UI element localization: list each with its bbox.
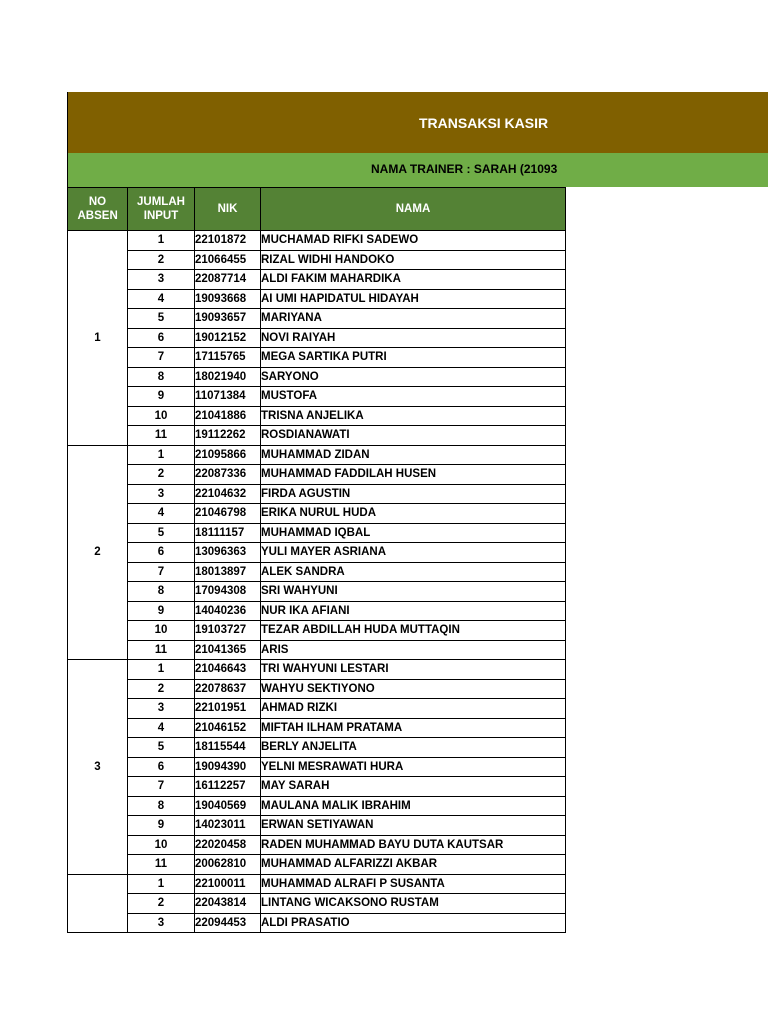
- nama-cell: RIZAL WIDHI HANDOKO: [261, 250, 566, 270]
- jumlah-input-cell: 7: [128, 348, 195, 368]
- nik-cell: 21046643: [195, 660, 261, 680]
- jumlah-input-cell: 3: [128, 484, 195, 504]
- nik-cell: 19093657: [195, 309, 261, 329]
- jumlah-input-cell: 11: [128, 640, 195, 660]
- table-row: [68, 757, 566, 777]
- nik-cell: 13096363: [195, 543, 261, 563]
- table-row: [68, 679, 566, 699]
- nik-cell: 19112262: [195, 426, 261, 446]
- table-row: [68, 562, 566, 582]
- nama-cell: ERWAN SETIYAWAN: [261, 816, 566, 836]
- table-row: [68, 913, 566, 933]
- table-row: [68, 387, 566, 407]
- nik-cell: 16112257: [195, 777, 261, 797]
- table-row: [68, 348, 566, 368]
- jumlah-input-cell: 3: [128, 913, 195, 933]
- nik-cell: 21046798: [195, 504, 261, 524]
- table-row: [68, 699, 566, 719]
- table-row: [68, 426, 566, 446]
- nama-cell: YULI MAYER ASRIANA: [261, 543, 566, 563]
- jumlah-input-cell: 11: [128, 855, 195, 875]
- left-border: [67, 92, 68, 187]
- table-row: [68, 523, 566, 543]
- jumlah-input-cell: 11: [128, 426, 195, 446]
- nama-cell: SARYONO: [261, 367, 566, 387]
- nik-cell: 21046152: [195, 718, 261, 738]
- nama-cell: AI UMI HAPIDATUL HIDAYAH: [261, 289, 566, 309]
- trainer-name: NAMA TRAINER : SARAH (21093: [371, 162, 558, 176]
- nik-cell: 22043814: [195, 894, 261, 914]
- table-row: [68, 328, 566, 348]
- table-row: [68, 504, 566, 524]
- nik-cell: 22020458: [195, 835, 261, 855]
- absen-group-cell: 2: [68, 445, 128, 660]
- table-row: [68, 874, 566, 894]
- jumlah-input-cell: 9: [128, 387, 195, 407]
- title-banner: [67, 92, 768, 153]
- nama-cell: MAULANA MALIK IBRAHIM: [261, 796, 566, 816]
- table-row: [68, 484, 566, 504]
- nama-cell: ROSDIANAWATI: [261, 426, 566, 446]
- nama-cell: MUHAMMAD ALFARIZZI AKBAR: [261, 855, 566, 875]
- table-row: [68, 309, 566, 329]
- nama-cell: BERLY ANJELITA: [261, 738, 566, 758]
- nik-cell: 22087336: [195, 465, 261, 485]
- nama-cell: WAHYU SEKTIYONO: [261, 679, 566, 699]
- table-row: [68, 660, 566, 680]
- table-row: [68, 621, 566, 641]
- table-row: [68, 250, 566, 270]
- jumlah-input-cell: 5: [128, 309, 195, 329]
- jumlah-input-cell: 7: [128, 777, 195, 797]
- jumlah-input-cell: 6: [128, 328, 195, 348]
- absen-group-cell: 1: [68, 231, 128, 446]
- col-header-no-absen: NO ABSEN: [68, 188, 128, 231]
- nama-cell: MUSTOFA: [261, 387, 566, 407]
- nama-cell: MUHAMMAD ZIDAN: [261, 445, 566, 465]
- nik-cell: 19012152: [195, 328, 261, 348]
- table-row: [68, 835, 566, 855]
- jumlah-input-cell: 1: [128, 660, 195, 680]
- table-row: [68, 406, 566, 426]
- jumlah-input-cell: 1: [128, 445, 195, 465]
- jumlah-input-cell: 4: [128, 504, 195, 524]
- nama-cell: ALDI FAKIM MAHARDIKA: [261, 270, 566, 290]
- nama-cell: MUHAMMAD ALRAFI P SUSANTA: [261, 874, 566, 894]
- nama-cell: TEZAR ABDILLAH HUDA MUTTAQIN: [261, 621, 566, 641]
- table-row: [68, 465, 566, 485]
- table-header-row: [68, 188, 566, 231]
- jumlah-input-cell: 4: [128, 718, 195, 738]
- attendance-table: [67, 187, 566, 933]
- table-row: [68, 894, 566, 914]
- col-header-nik: NIK: [195, 188, 261, 231]
- nama-cell: NUR IKA AFIANI: [261, 601, 566, 621]
- jumlah-input-cell: 5: [128, 738, 195, 758]
- nik-cell: 19093668: [195, 289, 261, 309]
- jumlah-input-cell: 10: [128, 406, 195, 426]
- nama-cell: TRISNA ANJELIKA: [261, 406, 566, 426]
- table-row: [68, 718, 566, 738]
- absen-group-cell: [68, 874, 128, 933]
- nik-cell: 19094390: [195, 757, 261, 777]
- nik-cell: 22094453: [195, 913, 261, 933]
- col-header-nama: NAMA: [261, 188, 566, 231]
- nik-cell: 17094308: [195, 582, 261, 602]
- nama-cell: FIRDA AGUSTIN: [261, 484, 566, 504]
- nik-cell: 19103727: [195, 621, 261, 641]
- jumlah-input-cell: 3: [128, 270, 195, 290]
- nik-cell: 22078637: [195, 679, 261, 699]
- nik-cell: 18013897: [195, 562, 261, 582]
- table-row: [68, 777, 566, 797]
- nik-cell: 17115765: [195, 348, 261, 368]
- jumlah-input-cell: 9: [128, 601, 195, 621]
- table-row: [68, 367, 566, 387]
- jumlah-input-cell: 8: [128, 796, 195, 816]
- nik-cell: 14023011: [195, 816, 261, 836]
- table-row: [68, 445, 566, 465]
- table-row: [68, 289, 566, 309]
- nik-cell: 21041886: [195, 406, 261, 426]
- jumlah-input-cell: 5: [128, 523, 195, 543]
- nama-cell: YELNI MESRAWATI HURA: [261, 757, 566, 777]
- nik-cell: 21066455: [195, 250, 261, 270]
- jumlah-input-cell: 2: [128, 250, 195, 270]
- nik-cell: 18111157: [195, 523, 261, 543]
- table-row: [68, 601, 566, 621]
- nik-cell: 22101951: [195, 699, 261, 719]
- jumlah-input-cell: 1: [128, 874, 195, 894]
- table-body: [68, 231, 566, 933]
- jumlah-input-cell: 8: [128, 582, 195, 602]
- jumlah-input-cell: 6: [128, 543, 195, 563]
- nik-cell: 22104632: [195, 484, 261, 504]
- table-row: [68, 582, 566, 602]
- table-row: [68, 270, 566, 290]
- table-row: [68, 816, 566, 836]
- trainer-banner-text-clip: [67, 153, 565, 187]
- jumlah-input-cell: 10: [128, 835, 195, 855]
- nama-cell: NOVI RAIYAH: [261, 328, 566, 348]
- nama-cell: MEGA SARTIKA PUTRI: [261, 348, 566, 368]
- table-row: [68, 855, 566, 875]
- jumlah-input-cell: 2: [128, 894, 195, 914]
- jumlah-input-cell: 9: [128, 816, 195, 836]
- nama-cell: RADEN MUHAMMAD BAYU DUTA KAUTSAR: [261, 835, 566, 855]
- nik-cell: 21041365: [195, 640, 261, 660]
- col-header-jumlah-input: JUMLAH INPUT: [128, 188, 195, 231]
- nik-cell: 19040569: [195, 796, 261, 816]
- nama-cell: MIFTAH ILHAM PRATAMA: [261, 718, 566, 738]
- nama-cell: ARIS: [261, 640, 566, 660]
- nama-cell: LINTANG WICAKSONO RUSTAM: [261, 894, 566, 914]
- nik-cell: 18115544: [195, 738, 261, 758]
- nama-cell: TRI WAHYUNI LESTARI: [261, 660, 566, 680]
- nik-cell: 20062810: [195, 855, 261, 875]
- jumlah-input-cell: 6: [128, 757, 195, 777]
- nama-cell: ERIKA NURUL HUDA: [261, 504, 566, 524]
- nik-cell: 21095866: [195, 445, 261, 465]
- nik-cell: 22101872: [195, 231, 261, 251]
- jumlah-input-cell: 10: [128, 621, 195, 641]
- jumlah-input-cell: 1: [128, 231, 195, 251]
- nama-cell: AHMAD RIZKI: [261, 699, 566, 719]
- absen-group-cell: 3: [68, 660, 128, 875]
- nik-cell: 11071384: [195, 387, 261, 407]
- nik-cell: 22087714: [195, 270, 261, 290]
- jumlah-input-cell: 2: [128, 465, 195, 485]
- jumlah-input-cell: 2: [128, 679, 195, 699]
- jumlah-input-cell: 4: [128, 289, 195, 309]
- nik-cell: 22100011: [195, 874, 261, 894]
- nama-cell: MUHAMMAD IQBAL: [261, 523, 566, 543]
- nama-cell: MAY SARAH: [261, 777, 566, 797]
- nama-cell: SRI WAHYUNI: [261, 582, 566, 602]
- nama-cell: MUCHAMAD RIFKI SADEWO: [261, 231, 566, 251]
- nama-cell: MARIYANA: [261, 309, 566, 329]
- table-row: [68, 231, 566, 251]
- nama-cell: ALDI PRASATIO: [261, 913, 566, 933]
- nama-cell: ALEK SANDRA: [261, 562, 566, 582]
- nik-cell: 14040236: [195, 601, 261, 621]
- page-title: TRANSAKSI KASIR: [419, 114, 549, 131]
- table-row: [68, 738, 566, 758]
- table-row: [68, 796, 566, 816]
- nama-cell: MUHAMMAD FADDILAH HUSEN: [261, 465, 566, 485]
- table-row: [68, 640, 566, 660]
- jumlah-input-cell: 7: [128, 562, 195, 582]
- nik-cell: 18021940: [195, 367, 261, 387]
- table-row: [68, 543, 566, 563]
- jumlah-input-cell: 8: [128, 367, 195, 387]
- jumlah-input-cell: 3: [128, 699, 195, 719]
